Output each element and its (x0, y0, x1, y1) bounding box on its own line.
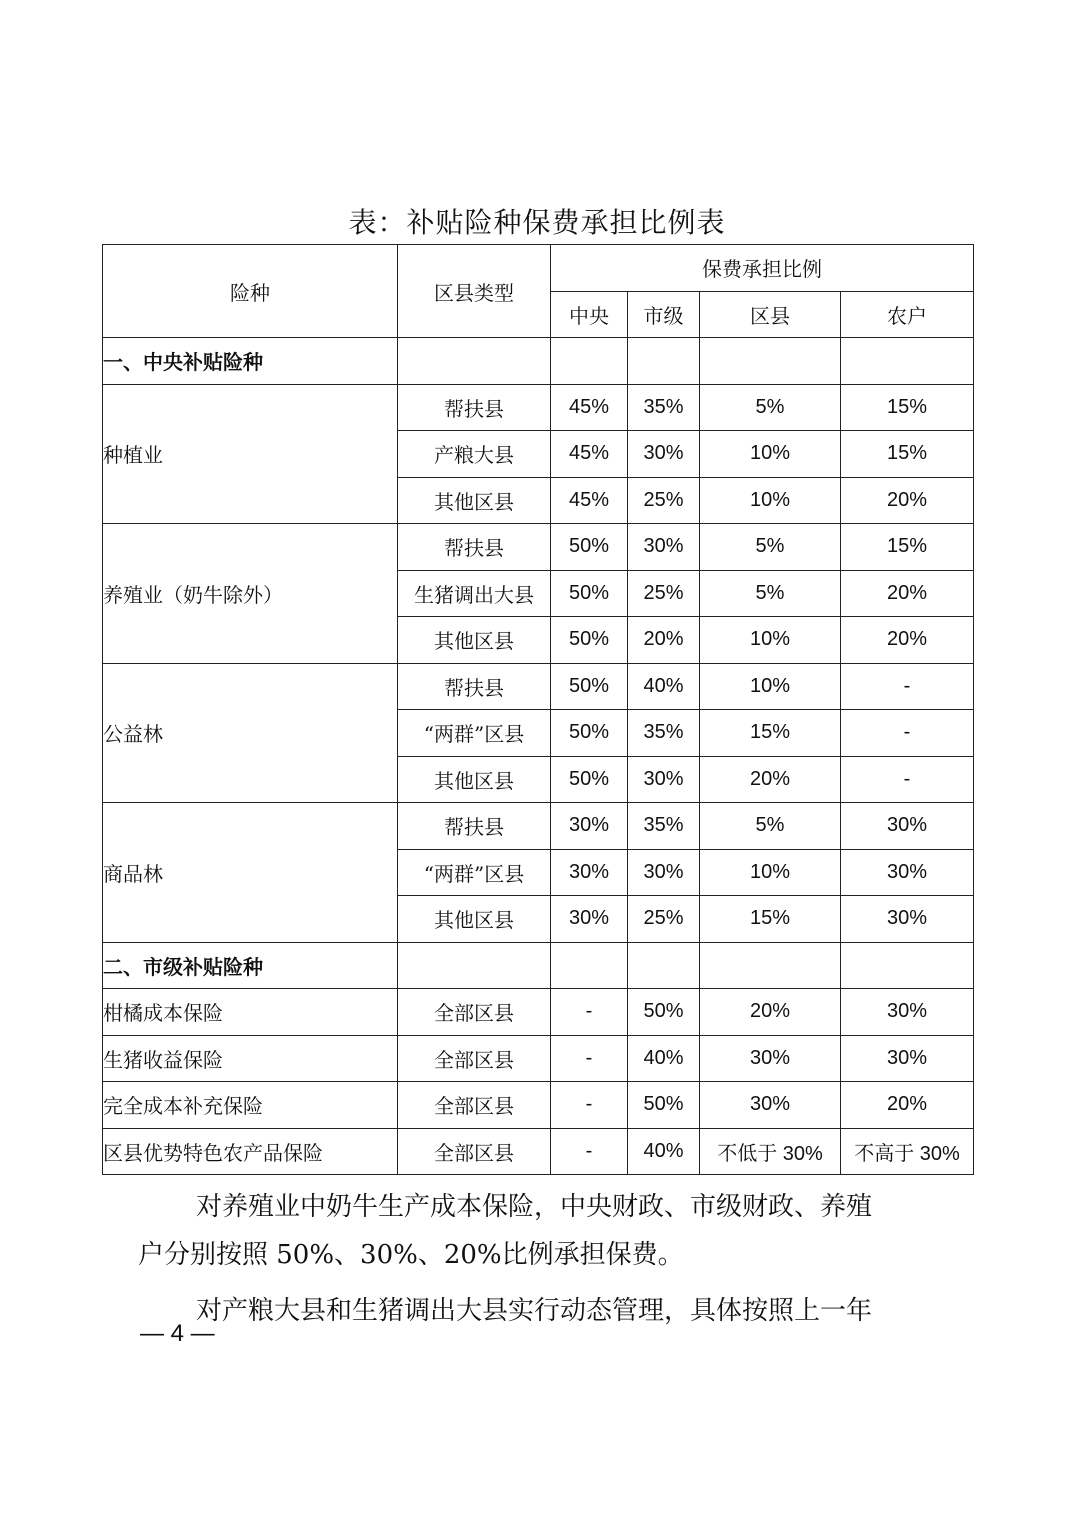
area-type-cell: 其他区县 (398, 896, 551, 943)
empty-cell (551, 942, 628, 989)
central-ratio-cell: - (551, 1082, 628, 1129)
empty-cell (398, 942, 551, 989)
district-ratio-cell: 5% (700, 803, 841, 850)
table-row (103, 384, 974, 431)
area-type-cell: 其他区县 (398, 617, 551, 664)
city-ratio-cell: 25% (628, 570, 700, 617)
table-row (103, 803, 974, 850)
premium-ratio-table (102, 244, 974, 1175)
central-ratio-cell: 30% (551, 803, 628, 850)
insurance-type-cell: 完全成本补充保险 (103, 1082, 398, 1129)
insurance-type-cell: 柑橘成本保险 (103, 989, 398, 1036)
city-ratio-cell: 50% (628, 1082, 700, 1129)
central-ratio-cell: 50% (551, 663, 628, 710)
section-title: 二、市级补贴险种 (103, 942, 398, 989)
city-ratio-cell: 50% (628, 989, 700, 1036)
table-row (103, 1082, 974, 1129)
district-ratio-cell: 5% (700, 384, 841, 431)
district-ratio-cell: 5% (700, 570, 841, 617)
district-ratio-cell: 10% (700, 617, 841, 664)
city-ratio-cell: 30% (628, 431, 700, 478)
insurance-type-cell: 区县优势特色农产品保险 (103, 1128, 398, 1175)
farmer-ratio-cell: 不高于 30% (841, 1128, 974, 1175)
area-type-cell: “两群”区县 (398, 849, 551, 896)
area-type-cell: 帮扶县 (398, 524, 551, 571)
empty-cell (398, 338, 551, 385)
area-type-cell: 全部区县 (398, 989, 551, 1036)
city-ratio-cell: 30% (628, 756, 700, 803)
paragraph-dynamic-management: 对产粮大县和生猪调出大县实行动态管理，具体按照上一年 (196, 1296, 873, 1326)
district-ratio-cell: 20% (700, 756, 841, 803)
central-ratio-cell: 50% (551, 756, 628, 803)
table-row (103, 524, 974, 571)
district-ratio-cell: 15% (700, 896, 841, 943)
area-type-cell: 生猪调出大县 (398, 570, 551, 617)
empty-cell (841, 942, 974, 989)
empty-cell (841, 338, 974, 385)
area-type-cell: 其他区县 (398, 477, 551, 524)
central-ratio-cell: 30% (551, 849, 628, 896)
city-ratio-cell: 35% (628, 384, 700, 431)
header-premium-ratio: 保费承担比例 (551, 245, 974, 292)
section-row (103, 338, 974, 385)
farmer-ratio-cell: 15% (841, 524, 974, 571)
header-area-type: 区县类型 (398, 245, 551, 338)
farmer-ratio-cell: 30% (841, 803, 974, 850)
district-ratio-cell: 30% (700, 1035, 841, 1082)
table-row (103, 1128, 974, 1175)
city-ratio-cell: 30% (628, 849, 700, 896)
empty-cell (700, 942, 841, 989)
farmer-ratio-cell: 15% (841, 384, 974, 431)
table-row (103, 989, 974, 1036)
insurance-type-cell: 养殖业（奶牛除外） (103, 524, 398, 664)
district-ratio-cell: 30% (700, 1082, 841, 1129)
farmer-ratio-cell: 20% (841, 570, 974, 617)
area-type-cell: 其他区县 (398, 756, 551, 803)
central-ratio-cell: 30% (551, 896, 628, 943)
insurance-type-cell: 商品林 (103, 803, 398, 943)
central-ratio-cell: 45% (551, 431, 628, 478)
farmer-ratio-cell: 30% (841, 896, 974, 943)
central-ratio-cell: 50% (551, 617, 628, 664)
central-ratio-cell: - (551, 1128, 628, 1175)
header-central: 中央 (551, 291, 628, 338)
empty-cell (551, 338, 628, 385)
table-row (103, 663, 974, 710)
district-ratio-cell: 10% (700, 477, 841, 524)
page-number: — 4 — (140, 1320, 215, 1347)
section-title: 一、中央补贴险种 (103, 338, 398, 385)
paragraph-line: 户分别按照 50%、30%、20%比例承担保费。 (138, 1240, 684, 1270)
area-type-cell: 帮扶县 (398, 663, 551, 710)
city-ratio-cell: 35% (628, 803, 700, 850)
central-ratio-cell: 45% (551, 384, 628, 431)
district-ratio-cell: 5% (700, 524, 841, 571)
empty-cell (628, 942, 700, 989)
paragraph-line: 对养殖业中奶牛生产成本保险，中央财政、市级财政、养殖 (196, 1192, 873, 1222)
district-ratio-cell: 不低于 30% (700, 1128, 841, 1175)
section-row (103, 942, 974, 989)
city-ratio-cell: 30% (628, 524, 700, 571)
empty-cell (628, 338, 700, 385)
farmer-ratio-cell: 30% (841, 989, 974, 1036)
city-ratio-cell: 35% (628, 710, 700, 757)
insurance-type-cell: 种植业 (103, 384, 398, 524)
area-type-cell: 全部区县 (398, 1035, 551, 1082)
area-type-cell: 帮扶县 (398, 803, 551, 850)
district-ratio-cell: 10% (700, 431, 841, 478)
area-type-cell: 全部区县 (398, 1082, 551, 1129)
central-ratio-cell: 45% (551, 477, 628, 524)
district-ratio-cell: 10% (700, 663, 841, 710)
header-district: 区县 (700, 291, 841, 338)
central-ratio-cell: 50% (551, 570, 628, 617)
area-type-cell: 帮扶县 (398, 384, 551, 431)
central-ratio-cell: 50% (551, 524, 628, 571)
area-type-cell: 全部区县 (398, 1128, 551, 1175)
farmer-ratio-cell: 20% (841, 1082, 974, 1129)
insurance-type-cell: 生猪收益保险 (103, 1035, 398, 1082)
district-ratio-cell: 10% (700, 849, 841, 896)
farmer-ratio-cell: 15% (841, 431, 974, 478)
table-row (103, 1035, 974, 1082)
header-insurance-type: 险种 (103, 245, 398, 338)
paragraph-dairy-insurance (138, 1183, 938, 1279)
area-type-cell: 产粮大县 (398, 431, 551, 478)
central-ratio-cell: - (551, 989, 628, 1036)
header-city: 市级 (628, 291, 700, 338)
central-ratio-cell: 50% (551, 710, 628, 757)
city-ratio-cell: 40% (628, 1128, 700, 1175)
district-ratio-cell: 15% (700, 710, 841, 757)
table-title: 表：补贴险种保费承担比例表 (348, 206, 726, 239)
farmer-ratio-cell: 20% (841, 617, 974, 664)
farmer-ratio-cell: - (841, 756, 974, 803)
header-farmer: 农户 (841, 291, 974, 338)
city-ratio-cell: 40% (628, 663, 700, 710)
district-ratio-cell: 20% (700, 989, 841, 1036)
city-ratio-cell: 25% (628, 477, 700, 524)
insurance-type-cell: 公益林 (103, 663, 398, 803)
farmer-ratio-cell: - (841, 663, 974, 710)
farmer-ratio-cell: - (841, 710, 974, 757)
city-ratio-cell: 25% (628, 896, 700, 943)
farmer-ratio-cell: 30% (841, 1035, 974, 1082)
empty-cell (700, 338, 841, 385)
table-header-row (103, 245, 974, 292)
farmer-ratio-cell: 20% (841, 477, 974, 524)
area-type-cell: “两群”区县 (398, 710, 551, 757)
farmer-ratio-cell: 30% (841, 849, 974, 896)
city-ratio-cell: 20% (628, 617, 700, 664)
central-ratio-cell: - (551, 1035, 628, 1082)
city-ratio-cell: 40% (628, 1035, 700, 1082)
